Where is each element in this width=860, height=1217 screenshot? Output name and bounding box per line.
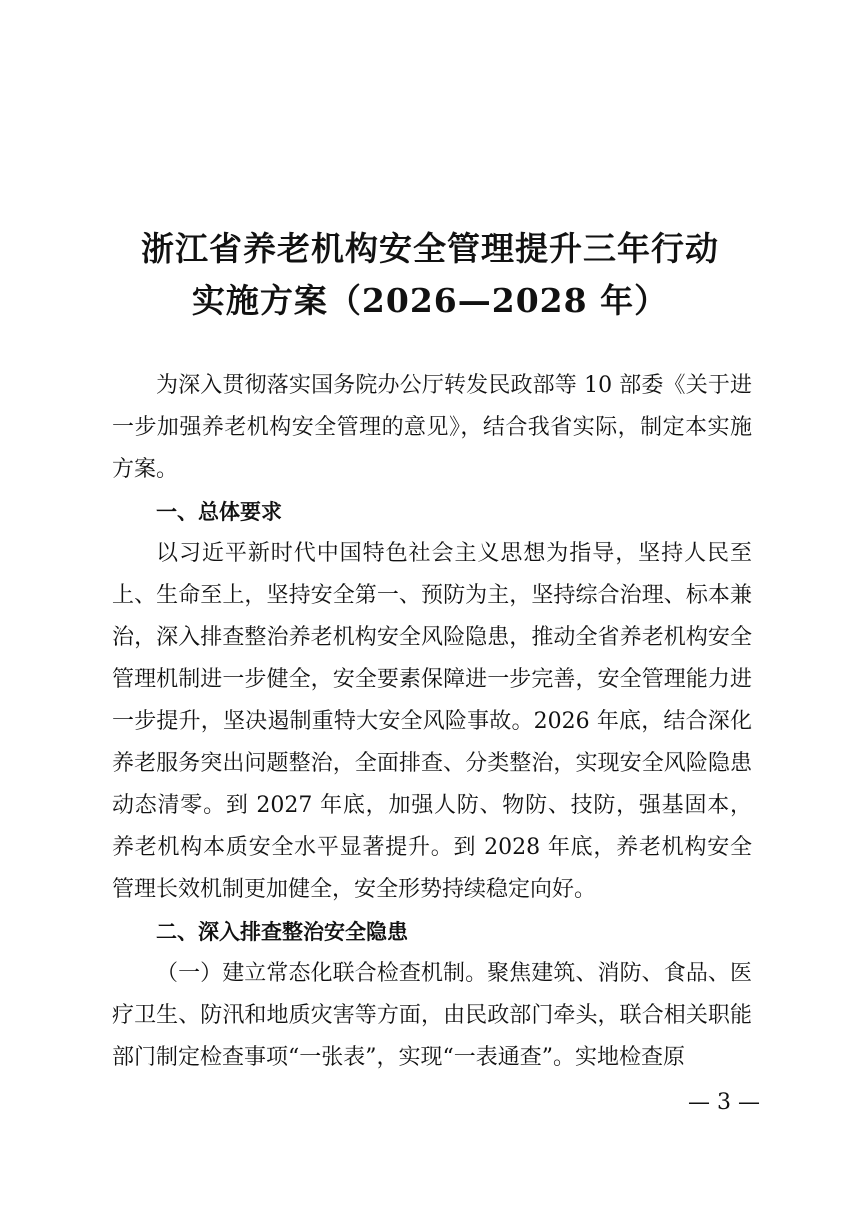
section-1-paragraph: 以习近平新时代中国特色社会主义思想为指导，坚持人民至上、生命至上，坚持安全第一、预防为主，坚持综合治理、标本兼治，深入排查整治养老机构安全风险隐患，推动全省养老机构安全管理机制进一步健全，安全要素保障进一步完善，安全管理能力进一步提升，坚决遏制重特大安全风险事故。2026 年底，结合深化养老服务突出问题整治，全面排查、分类整治，实现安全风险隐患动态清零。到 2027 年底，加强人防、物防、技防，强基固本，养老机构本质安全水平显著提升。到 2028 年底，养老机构安全管理长效机制更加健全，安全形势持续稳定向好。 (112, 541, 752, 902)
section-2-heading: 二、深入排查整治安全隐患 (156, 920, 408, 944)
document-title-line-1: 浙江省养老机构安全管理提升三年行动 (141, 229, 719, 268)
section-1-heading: 一、总体要求 (156, 500, 282, 524)
page-number: — 3 — (688, 1090, 760, 1115)
document-body (112, 365, 752, 1079)
section-2-item-1-paragraph: （一）建立常态化联合检查机制。聚焦建筑、消防、食品、医疗卫生、防汛和地质灾害等方面，由民政部门牵头，联合相关职能部门制定检查事项“一张表”，实现“一表通查”。实地检查原 (112, 961, 752, 1070)
intro-paragraph: 为深入贯彻落实国务院办公厅转发民政部等 10 部委《关于进一步加强养老机构安全管理的意见》，结合我省实际，制定本实施方案。 (112, 373, 752, 482)
document-title-line-2: 实施方案（2026—2028 年） (191, 281, 669, 320)
